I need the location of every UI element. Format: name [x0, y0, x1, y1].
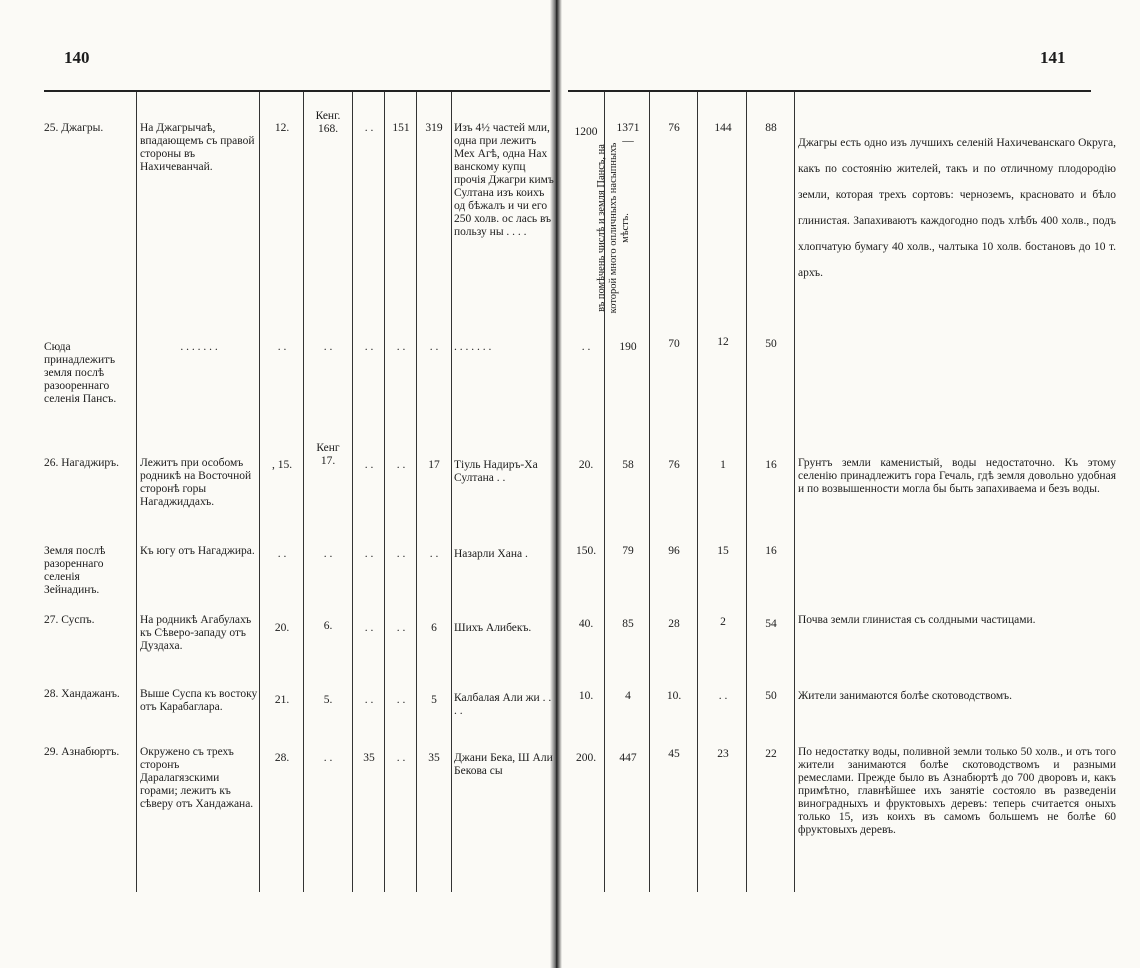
value-cell: . . [396, 548, 406, 560]
value-cell: 96 [668, 545, 680, 557]
settlement-name: 29. Азнабюртъ. [44, 746, 120, 758]
settlement-location: . . . . . . . [180, 341, 218, 353]
settlement-location: Окружено съ трехъ сторонъ Даралагязскими горами; лежитъ къ сѣверу отъ Хандажана. [140, 746, 254, 810]
remark-cell: Жители занимаются болѣе скотоводствомъ. [798, 690, 1012, 702]
value-cell: 190 [619, 341, 637, 353]
value-cell: . . [364, 459, 374, 471]
value-cell: 70 [668, 338, 680, 350]
value-cell: 79 [622, 545, 634, 557]
settlement-location: Лежитъ при особомъ родникѣ на Восточной сторонѣ горы Нагаджиддахъ. [140, 457, 252, 508]
value-cell: . . [581, 341, 591, 353]
value-cell: 4 [625, 690, 631, 702]
value-cell: 10. [666, 690, 682, 702]
column-rule [649, 92, 650, 892]
value-cell: . . [323, 752, 333, 764]
value-cell: . . [364, 694, 374, 706]
settlement-name: 26. Нагаджиръ. [44, 457, 120, 469]
value-cell: . . [396, 694, 406, 706]
value-cell: 85 [622, 618, 634, 630]
column-rule [352, 92, 353, 892]
value-cell: 144 [714, 122, 732, 134]
value-cell: . . [364, 548, 374, 560]
value-cell: . . [364, 622, 374, 634]
value-cell: 5 [431, 694, 437, 706]
owner-cell: Шихъ Алибекъ. [454, 622, 532, 634]
value-cell: 17 [428, 459, 440, 471]
value-cell: Кенг 17. [316, 442, 340, 467]
value-cell: 447 [619, 752, 637, 764]
value-cell: 20. [578, 459, 594, 471]
value-cell: 1200 [574, 126, 598, 138]
column-rule [697, 92, 698, 892]
value-cell: 22 [765, 748, 777, 760]
column-rule [384, 92, 385, 892]
settlement-location: На родникѣ Агабулахъ къ Сѣверо-западу отъ Дуздаха. [140, 614, 252, 652]
value-cell: 21. [274, 694, 290, 706]
page-number-right: 141 [1040, 48, 1066, 67]
value-cell: . . [396, 752, 406, 764]
header-rule-left [44, 90, 554, 92]
settlement-name: 25. Джагры. [44, 122, 104, 134]
value-cell: 35 [428, 752, 440, 764]
value-cell: 28 [668, 618, 680, 630]
value-cell: 150. [575, 545, 597, 557]
value-cell: 1 [720, 459, 726, 471]
vertical-header-note: въ помѣчень числѣ и земля Пансъ, на которой много опличныхъ насыпныхъ мѣстъ. [596, 142, 631, 314]
remark-cell: Джагры есть одно изъ лучшихъ селеній Нахичеванскаго Округа, какъ по состоянію жителей, такъ и по отличному плодородію земли, которая трехъ сортовъ: черноземъ, красновато и бѣло глинистая. Запахиваютъ каждогодно подъ хлѣбъ 400 холв., подъ хлопчатую бумагу 40 холв., чалтыка 10 холв. бостановъ до 10 т. архъ. [798, 137, 1116, 279]
settlement-location: Къ югу отъ Нагаджира. [140, 545, 255, 557]
owner-cell: Джани Бека, Ш Али Бекова сы [454, 752, 553, 777]
remark-cell: По недостатку воды, поливной земли только 50 холв., и отъ того жители занимаются болѣе скотоводствомъ и разными ремеслами. Прежде было въ Азнабюртѣ до 700 дворовъ и, какъ примѣтно, главнѣйшее ихъ занятіе состояло въ разведеніи виноградныхъ и фруктовыхъ деревъ: теперь считается оныхъ только 15, изъ коихъ въ самомъ большемъ не болѣе 60 фруктовыхъ деревъ. [798, 746, 1116, 836]
settlement-name: Земля послѣ разореннаго селенія Зейнадинъ. [44, 545, 106, 596]
value-cell: 12 [717, 336, 729, 348]
value-cell: . . [277, 341, 287, 353]
value-cell: 12. [274, 122, 290, 134]
value-cell: . . [323, 548, 333, 560]
value-cell: 54 [765, 618, 777, 630]
value-cell: 40. [578, 618, 594, 630]
value-cell: 6 [431, 622, 437, 634]
settlement-name: 27. Суспъ. [44, 614, 95, 626]
value-cell: 23 [717, 748, 729, 760]
column-rule [746, 92, 747, 892]
value-cell: 50 [765, 690, 777, 702]
column-rule [451, 92, 452, 892]
value-cell: 45 [668, 748, 680, 760]
settlement-name: 28. Хандажанъ. [44, 688, 120, 700]
remark-cell: Почва земли глинистая съ солдными частицами. [798, 614, 1036, 626]
value-cell: . . [718, 690, 728, 702]
column-rule [303, 92, 304, 892]
value-cell: 5. [323, 694, 333, 706]
value-cell: . . [277, 548, 287, 560]
header-rule-right [568, 90, 1091, 92]
value-cell: . . [396, 341, 406, 353]
value-cell: 200. [575, 752, 597, 764]
settlement-location: На Джагрычаѣ, впадающемъ съ правой стороны въ Нахичеванчай. [140, 122, 255, 173]
owner-cell: Назарли Хана . [454, 548, 528, 560]
value-cell: 6. [323, 620, 333, 632]
value-cell: . . [429, 548, 439, 560]
remark-cell: Грунтъ земли каменистый, воды недостаточно. Къ этому селенію принадлежитъ гора Гечаль, гдѣ земля довольно удобная и по возвышенности могла бы быть запахиваема и безъ воды. [798, 457, 1116, 495]
value-cell: 10. [578, 690, 594, 702]
column-rule [416, 92, 417, 892]
value-cell: 58 [622, 459, 634, 471]
value-cell: Кенг. 168. [315, 110, 341, 135]
value-cell: 16 [765, 545, 777, 557]
value-cell: . . [396, 459, 406, 471]
value-cell: . . [323, 341, 333, 353]
settlement-location: Выше Суспа къ востоку отъ Карабаглара. [140, 688, 258, 713]
value-cell: 2 [720, 616, 726, 628]
value-cell: 35 [363, 752, 375, 764]
value-cell: 20. [274, 622, 290, 634]
owner-cell: Калбалая Али жи . . . . [454, 692, 552, 717]
value-cell: 50 [765, 338, 777, 350]
value-cell: . . [364, 122, 374, 134]
value-cell: , 15. [271, 459, 293, 471]
column-rule [136, 92, 137, 892]
value-cell: 88 [765, 122, 777, 134]
value-cell: . . [429, 341, 439, 353]
owner-cell: Тіуль Надиръ-Ха Султана . . [454, 459, 538, 484]
page-number-left: 140 [64, 48, 90, 67]
value-cell: 28. [274, 752, 290, 764]
column-rule [794, 92, 795, 892]
value-cell: 1371 — [616, 122, 640, 147]
value-cell: 15 [717, 545, 729, 557]
value-cell: 76 [668, 459, 680, 471]
value-cell: 151 [392, 122, 410, 134]
owner-cell: . . . . . . . [454, 341, 492, 353]
column-rule [259, 92, 260, 892]
owner-cell: Изъ 4½ частей мли, одна при лежитъ Мех Агѣ, одна Нах ванскому купц прочія Джагри кимъ Султана изъ коихъ од бѣжалъ и чи его 250 холв. ос лась въ пользу ны . . . . [454, 122, 554, 238]
value-cell: 319 [425, 122, 443, 134]
settlement-name: Сюда принадлежитъ земля послѣ разоореннаго селенія Пансъ. [44, 341, 117, 405]
value-cell: . . [396, 622, 406, 634]
value-cell: 16 [765, 459, 777, 471]
value-cell: . . [364, 341, 374, 353]
value-cell: 76 [668, 122, 680, 134]
